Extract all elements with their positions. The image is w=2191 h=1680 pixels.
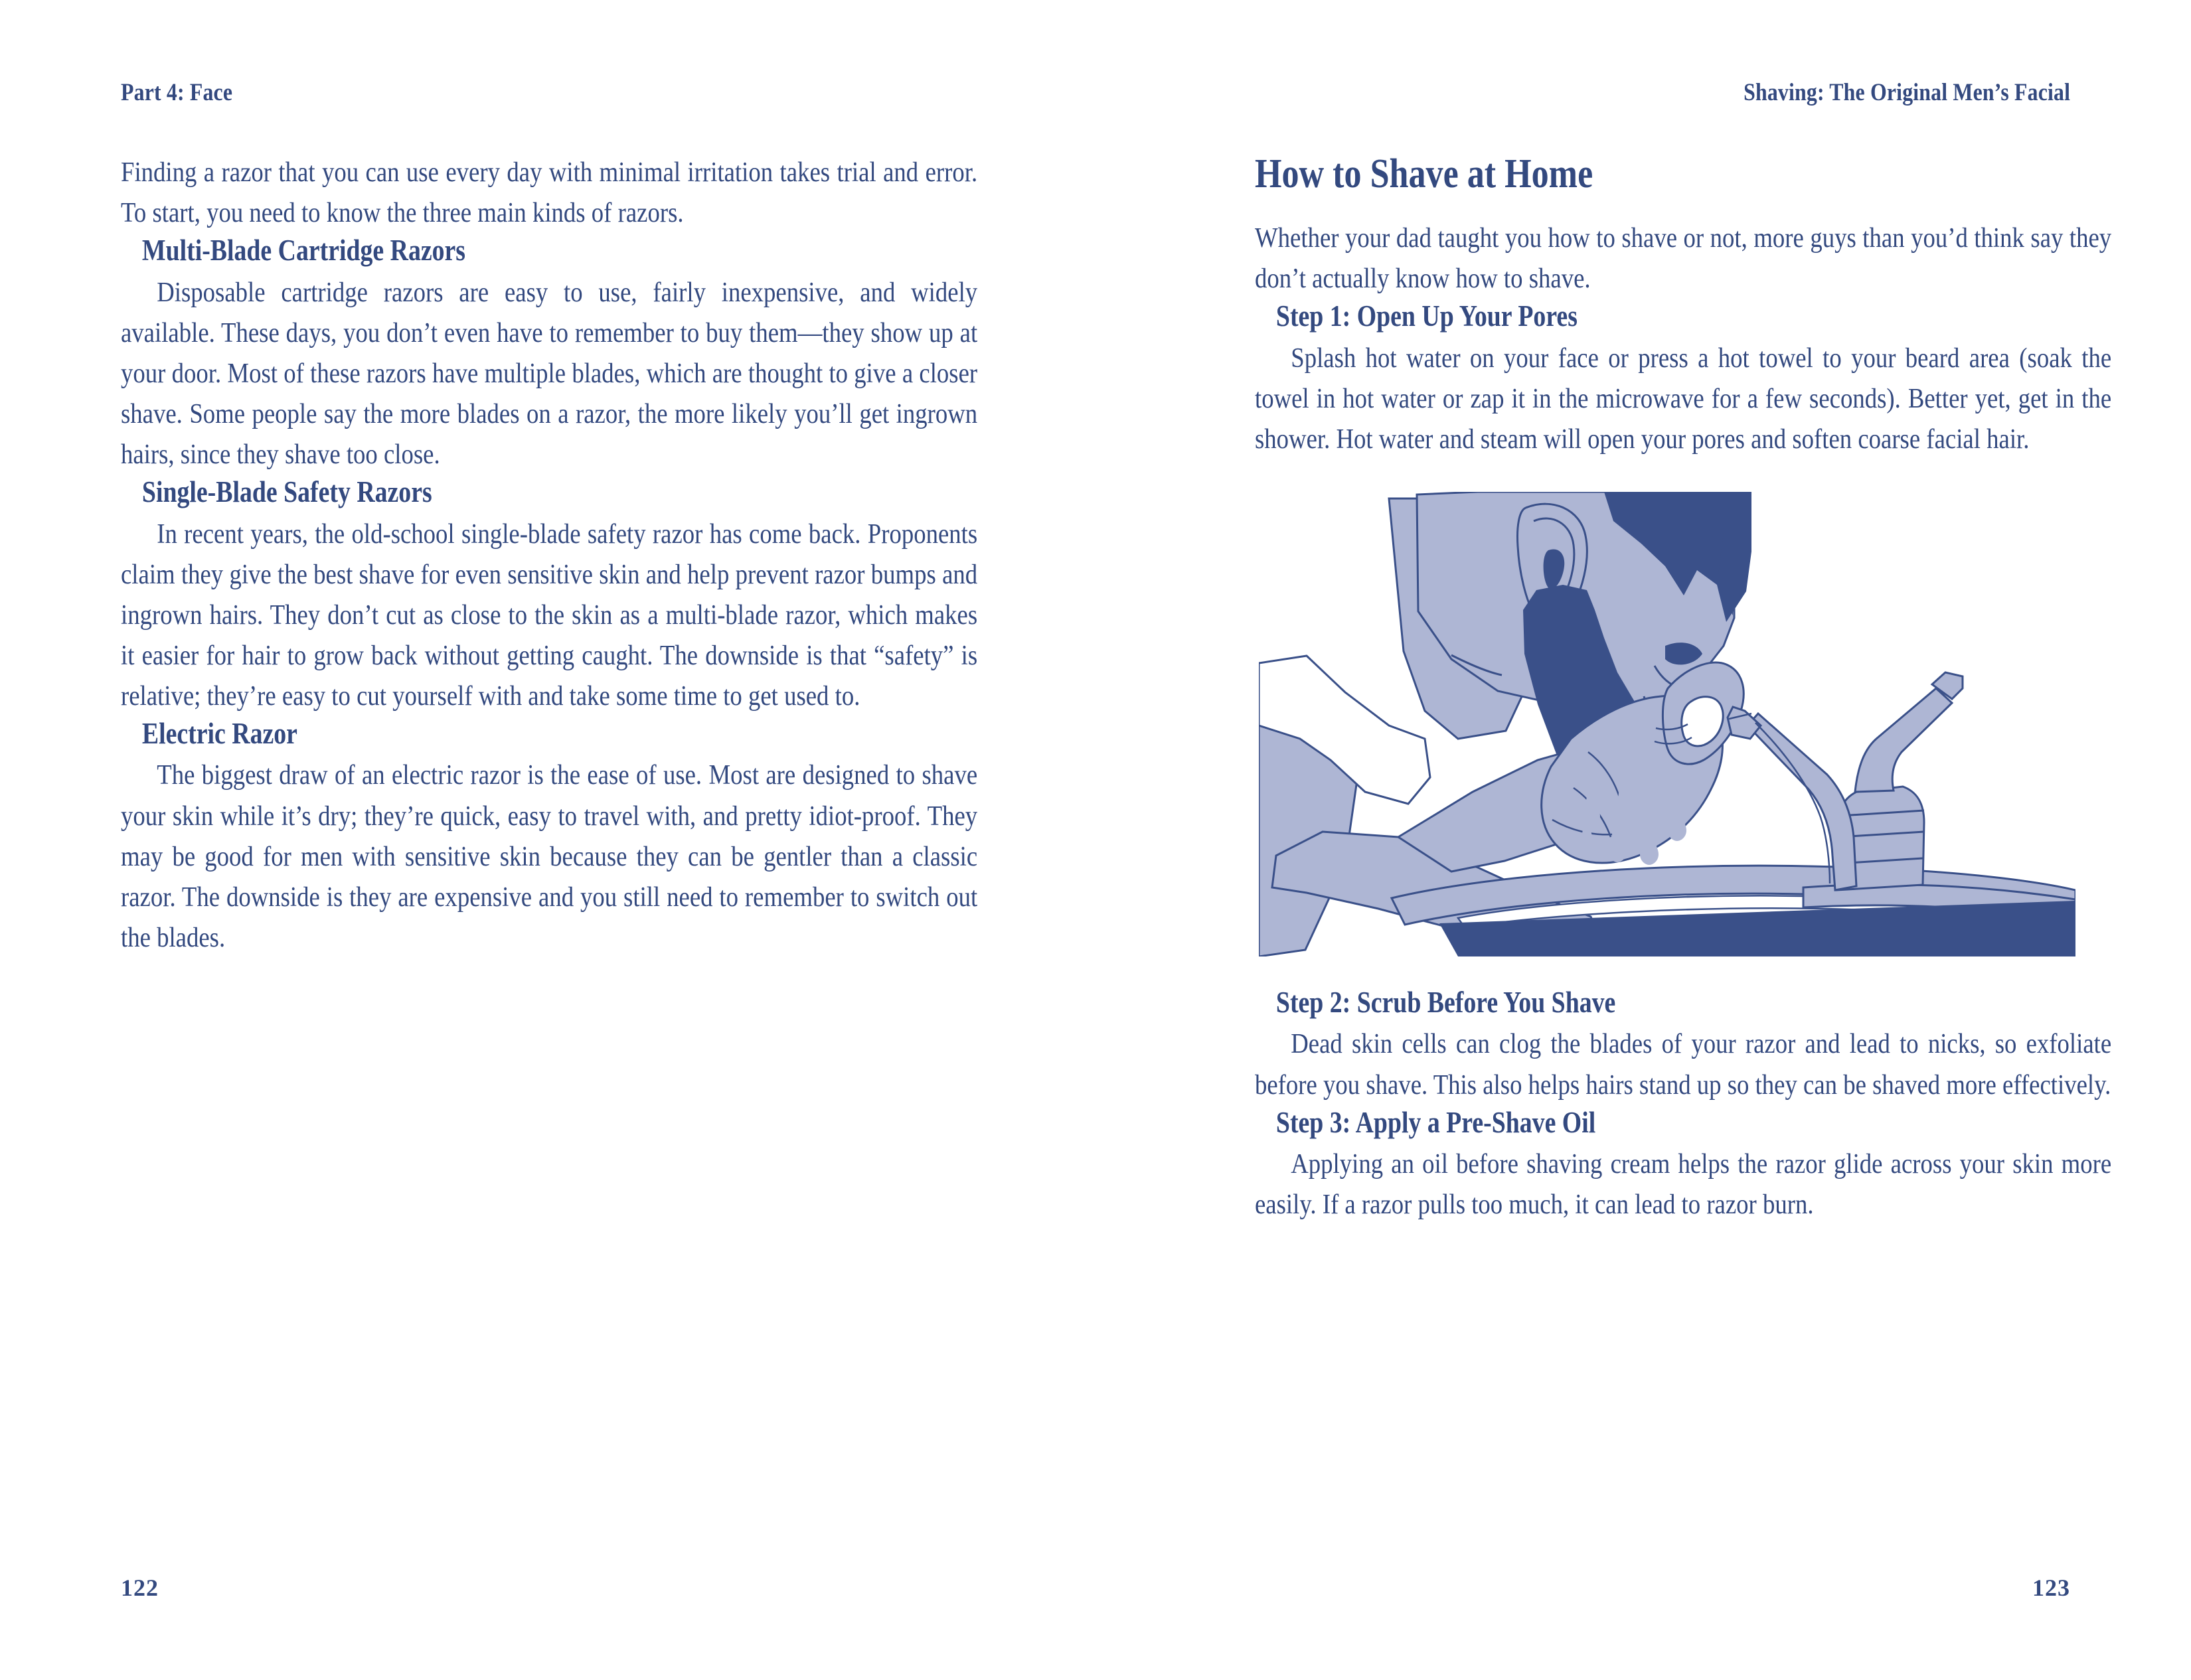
section-body-single-blade: In recent years, the old-school single-blade safety razor has come back. Proponents claim they give the best shave for even sensitive skin and help prevent razor bumps and ingrown hairs. They don’t cut as close to the skin as a multi-blade razor, which makes it easier for hair to grow back without getting caught. The downside is that “safety” is relative; they’re easy to cut yourself with and take some time to get used to.	[121, 518, 978, 712]
running-head-left: Part 4: Face	[121, 79, 233, 106]
section-body-multi-blade: Disposable cartridge razors are easy to use, fairly inexpensive, and widely available. These days, you don’t even have to remember to buy them—they show up at your door. Most of these razors have multiple blades, which are thought to give a closer shave. Some people say the more blades on a razor, the more likely you’ll get ingrown hairs, since they shave too close.	[121, 277, 978, 471]
left-page-column	[121, 153, 977, 958]
page-number-left: 122	[121, 1574, 159, 1601]
section-heading-multi-blade: Multi-Blade Cartridge Razors	[141, 234, 466, 267]
step-body-3: Applying an oil before shaving cream helps the razor glide across your skin more easily. If a razor pulls too much, it can lead to razor burn.	[1255, 1149, 2112, 1221]
chapter-heading-how-to-shave-at-home: How to Shave at Home	[1255, 151, 1593, 196]
step-heading-2: Step 2: Scrub Before You Shave	[1275, 986, 1616, 1020]
section-heading-electric-razor: Electric Razor	[141, 717, 297, 751]
step-heading-1: Step 1: Open Up Your Pores	[1275, 299, 1578, 333]
step-body-1: Splash hot water on your face or press a hot towel to your beard area (soak the towel in hot water or zap it in the microwave for a few seconds). Better yet, get in the shower. Hot water and steam will open your pores and soften coarse facial hair.	[1255, 343, 2112, 455]
illustration-man-washing-face	[1259, 492, 2075, 956]
running-head-right: Shaving: The Original Men’s Facial	[1743, 79, 2070, 106]
page-number-right: 123	[2032, 1574, 2070, 1601]
section-body-electric-razor: The biggest draw of an electric razor is the ease of use. Most are designed to shave your skin while it’s dry; they’re quick, easy to travel with, and pretty idiot-proof. They may be good for men with sensitive skin because they can be gentler than a classic razor. The downside is they are expensive and you still need to remember to switch out the blades.	[121, 760, 978, 953]
section-heading-single-blade: Single-Blade Safety Razors	[141, 475, 432, 509]
left-intro-paragraph: Finding a razor that you can use every day with minimal irritation takes trial and error. To start, you need to know the three main kinds of razors.	[121, 157, 978, 229]
step-body-2: Dead skin cells can clog the blades of your razor and lead to nicks, so exfoliate before you shave. This also helps hairs stand up so they can be shaved more effectively.	[1255, 1029, 2112, 1101]
right-intro-paragraph: Whether your dad taught you how to shave or not, more guys than you’d think say they don’t actually know how to shave.	[1255, 223, 2112, 295]
right-page-column	[1255, 153, 2111, 1225]
step-heading-3: Step 3: Apply a Pre-Shave Oil	[1275, 1105, 1596, 1139]
